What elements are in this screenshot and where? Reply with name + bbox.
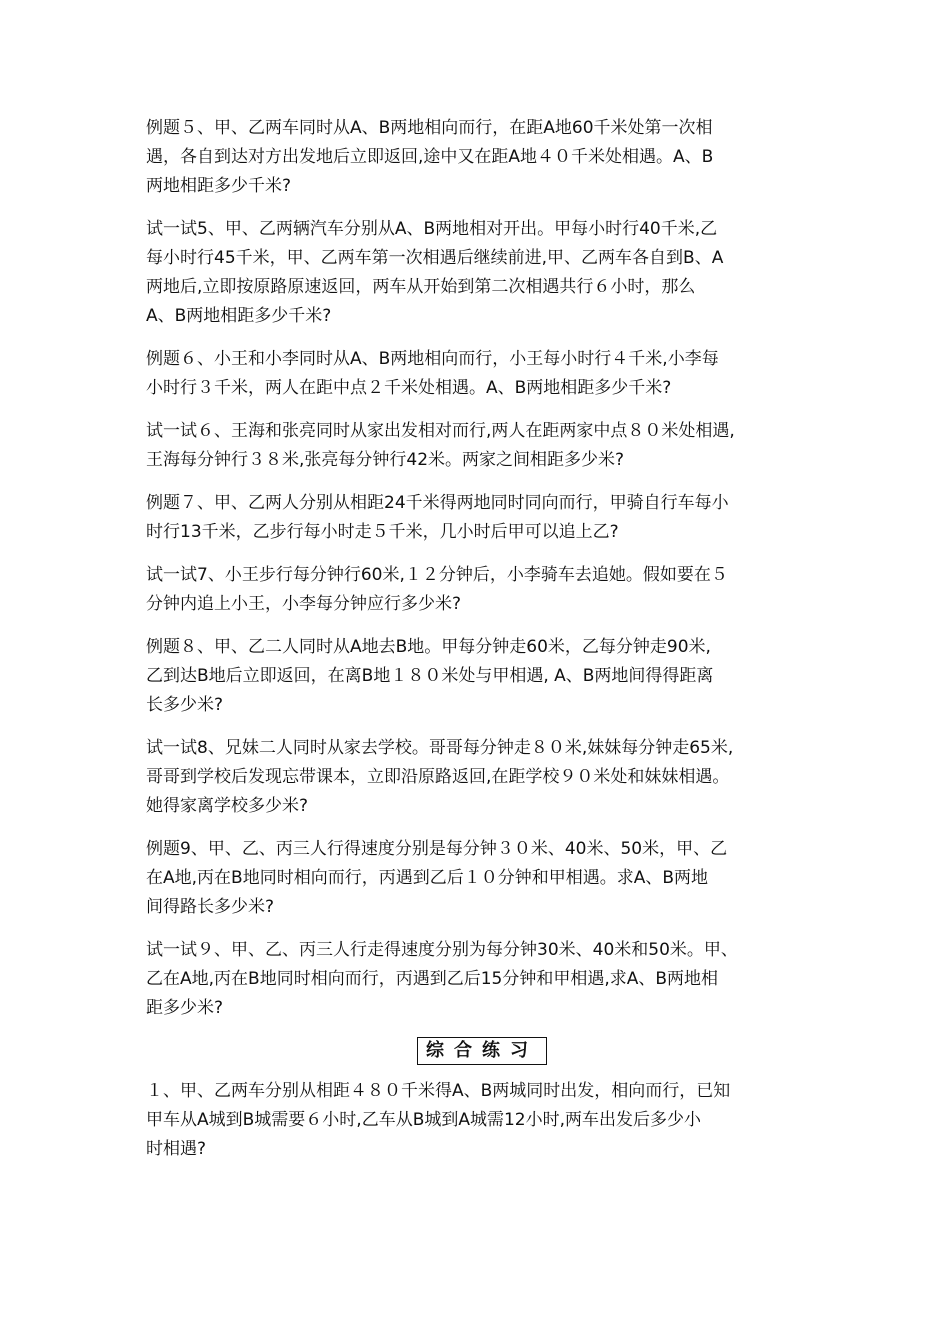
document-page [146, 114, 818, 1178]
text-line: 试一试６、王海和张亮同时从家出发相对而行,两人在距两家中点８０米处相遇, [146, 421, 735, 441]
text-line: 试一试９、甲、乙、丙三人行走得速度分别为每分钟30米、40米和50米。甲、 [146, 940, 738, 960]
text-line: 遇，各自到达对方出发地后立即返回,途中又在距A地４０千米处相遇。A、B [146, 147, 714, 167]
text-line: 例题５、甲、乙两车同时从A、B两地相向而行，在距A地60千米处第一次相 [146, 118, 713, 138]
problem-example-8 [146, 633, 818, 720]
text-line: 在A地,丙在B地同时相向而行，丙遇到乙后１０分钟和甲相遇。求A、B两地 [146, 868, 708, 888]
problem-try-7 [146, 561, 818, 619]
text-line: 两地相距多少千米? [146, 176, 292, 196]
section-header [146, 1037, 818, 1065]
text-line: 试一试5、甲、乙两辆汽车分别从A、B两地相对开出。甲每小时行40千米,乙 [146, 219, 718, 239]
text-line: 时相遇? [146, 1139, 207, 1159]
exercise-1 [146, 1077, 818, 1164]
problem-example-6 [146, 345, 818, 403]
text-line: 试一试8、兄妹二人同时从家去学校。哥哥每分钟走８０米,妹妹每分钟走65米, [146, 738, 734, 758]
problem-try-9 [146, 936, 818, 1023]
text-line: 哥哥到学校后发现忘带课本，立即沿原路返回,在距学校９０米处和妹妹相遇。 [146, 767, 730, 787]
problem-try-5 [146, 215, 818, 331]
text-line: 例题７、甲、乙两人分别从相距24千米得两地同时同向而行，甲骑自行车每小 [146, 493, 729, 513]
text-line: 小时行３千米，两人在距中点２千米处相遇。A、B两地相距多少千米? [146, 378, 672, 398]
text-line: 试一试7、小王步行每分钟行60米,１２分钟后，小李骑车去追她。假如要在５ [146, 565, 728, 585]
text-line: 分钟内追上小王，小李每分钟应行多少米? [146, 594, 462, 614]
text-line: 乙到达B地后立即返回，在离B地１８０米处与甲相遇, A、B两地间得得距离 [146, 666, 714, 686]
text-line: 例题６、小王和小李同时从A、B两地相向而行，小王每小时行４千米,小李每 [146, 349, 719, 369]
text-line: 乙在A地,丙在B地同时相向而行，丙遇到乙后15分钟和甲相遇,求A、B两地相 [146, 969, 719, 989]
text-line: １、甲、乙两车分别从相距４８０千米得A、B两城同时出发，相向而行，已知 [146, 1081, 731, 1101]
text-line: 每小时行45千米，甲、乙两车第一次相遇后继续前进,甲、乙两车各自到B、A [146, 248, 724, 268]
text-line: 两地后,立即按原路原速返回，两车从开始到第二次相遇共行６小时，那么 [146, 277, 696, 297]
problem-example-7 [146, 489, 818, 547]
problem-try-8 [146, 734, 818, 821]
text-line: 例题８、甲、乙二人同时从A地去B地。甲每分钟走60米，乙每分钟走90米, [146, 637, 711, 657]
text-line: A、B两地相距多少千米? [146, 306, 332, 326]
text-line: 距多少米? [146, 998, 224, 1018]
text-line: 长多少米? [146, 695, 224, 715]
text-line: 她得家离学校多少米? [146, 796, 309, 816]
text-line: 例题9、甲、乙、丙三人行得速度分别是每分钟３０米、40米、50米，甲、乙 [146, 839, 728, 859]
text-line: 王海每分钟行３８米,张亮每分钟行42米。两家之间相距多少米? [146, 450, 625, 470]
problem-example-5 [146, 114, 818, 201]
text-line: 甲车从A城到B城需要６小时,乙车从B城到A城需12小时,两车出发后多少小 [146, 1110, 702, 1130]
problem-try-6 [146, 417, 818, 475]
section-title: 综合练习 [417, 1037, 547, 1065]
problem-example-9 [146, 835, 818, 922]
text-line: 时行13千米，乙步行每小时走５千米，几小时后甲可以追上乙? [146, 522, 619, 542]
text-line: 间得路长多少米? [146, 897, 275, 917]
